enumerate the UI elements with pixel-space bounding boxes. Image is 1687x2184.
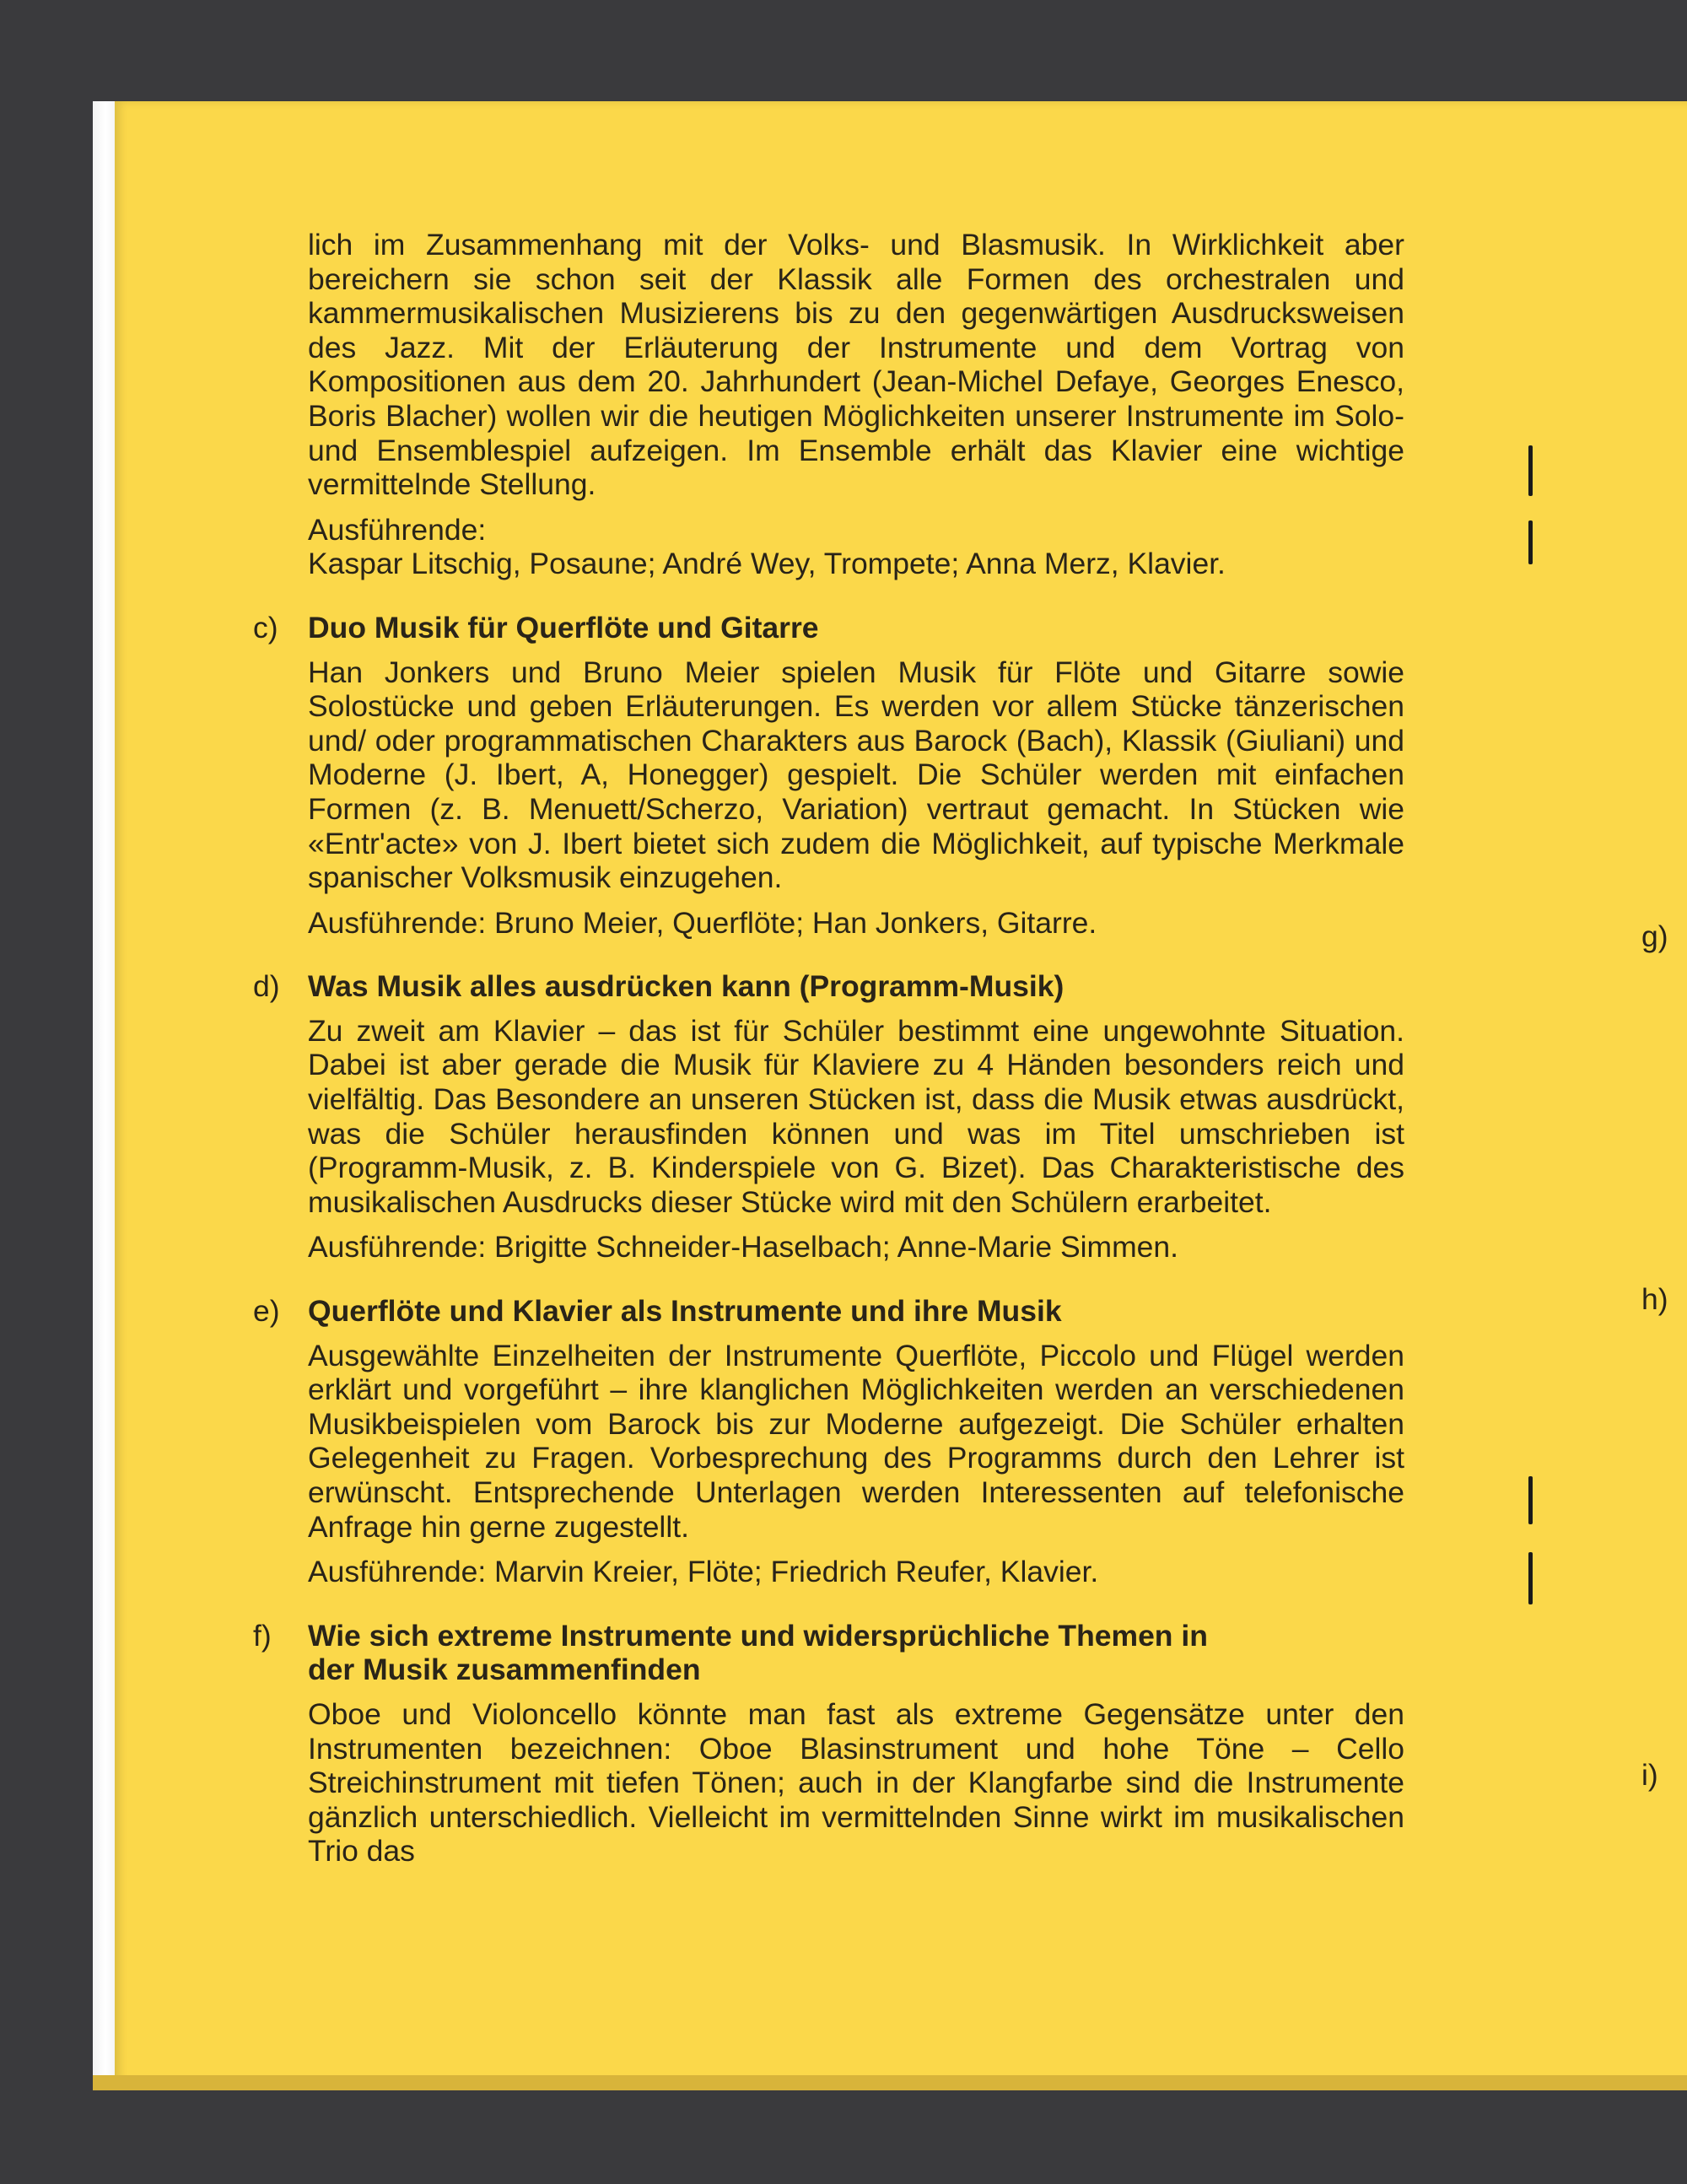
margin-mark: [1528, 1476, 1533, 1524]
page-content: [253, 228, 1404, 1869]
section-performers: Ausführende: Brigitte Schneider-Haselbach; Anne-Marie Simmen.: [308, 1230, 1178, 1265]
facing-page-letter: h): [1641, 1282, 1668, 1316]
section-letter: e): [253, 1294, 280, 1329]
section-e: [253, 1294, 1404, 1589]
section-f: [253, 1618, 1404, 1869]
section-text: Ausgewählte Einzelheiten der Instrumente Querflöte, Piccolo und Flügel werden erklärt und vorgeführt – ihre klanglichen Möglichkeiten werden an verschiedenen Musikbeispielen vom Barock bis zur Moderne aufgezeigt. Die Schüler erhalten Gelegenheit zu Fragen. Vorbesprechung des Programms durch den Lehrer ist erwünscht. Entsprechende Unterlagen werden Interessenten auf telefonische Anfrage hin gerne zugestellt.: [308, 1338, 1404, 1544]
facing-page-letter: i): [1641, 1758, 1658, 1792]
margin-mark: [1528, 520, 1533, 564]
section-d: [253, 969, 1404, 1265]
section-letter: c): [253, 610, 278, 644]
intro-performers-label: Ausführende:: [308, 512, 487, 547]
facing-page-letter: g): [1641, 919, 1668, 953]
section-text: Han Jonkers und Bruno Meier spielen Musik für Flöte und Gitarre sowie Solostücke und geben Erläuterungen. Es werden vor allem Stücke tänzerischen und/ oder programmatischen Charakters aus Barock (Bach), Klassik (Giuliani) und Moderne (J. Ibert, A, Honegger) gespielt. Die Schüler werden mit einfachen Formen (z. B. Menuett/Scherzo, Variation) vertraut gemacht. In Stücken wie «Entr'acte» von J. Ibert bietet sich zudem die Möglichkeit, auf typische Merkmale spanischer Volksmusik einzugehen.: [308, 655, 1404, 895]
section-title: Querflöte und Klavier als Instrumente und ihre Musik: [308, 1294, 1062, 1329]
section-title: Was Musik alles ausdrücken kann (Programm-Musik): [308, 969, 1064, 1004]
margin-mark: [1528, 445, 1533, 496]
section-performers: Ausführende: Bruno Meier, Querflöte; Han Jonkers, Gitarre.: [308, 905, 1097, 940]
section-letter: d): [253, 969, 280, 1004]
section-title: Duo Musik für Querflöte und Gitarre: [308, 610, 819, 644]
section-performers: Ausführende: Marvin Kreier, Flöte; Friedrich Reufer, Klavier.: [308, 1555, 1099, 1589]
section-letter: f): [253, 1618, 272, 1653]
section-text: Oboe und Violoncello könnte man fast als extreme Gegensätze unter den Instrumenten bezeichnen: Oboe Blasinstrument und hohe Töne – Cello Streichinstrument mit tiefen Tönen; auch in der Klangfarbe sind die Instrumente gänzlich unterschiedlich. Vielleicht im vermittelnden Sinne wirkt im musikalischen Trio das: [308, 1696, 1404, 1869]
section-c: [253, 610, 1404, 940]
intro-paragraph: lich im Zusammenhang mit der Volks- und Blasmusik. In Wirklichkeit aber bereichern sie schon seit der Klassik alle Formen des orchestralen und kammermusikalischen Musizierens bis zu den gegenwärtigen Ausdrucksweisen des Jazz. Mit der Erläuterung der Instrumente und dem Vortrag von Kompositionen aus dem 20. Jahrhundert (Jean-Michel Defaye, Georges Enesco, Boris Blacher) wollen wir die heutigen Möglichkeiten unserer Instrumente im Solo- und Ensemblespiel aufzeigen. Im Ensemble erhält das Klavier eine wichtige vermittelnde Stellung.: [308, 228, 1404, 502]
page-bottom-shadow: [93, 2075, 1687, 2090]
section-text: Zu zweit am Klavier – das ist für Schüler bestimmt eine ungewohnte Situation. Dabei ist aber gerade die Musik für Klaviere zu 4 Händen besonders reich und vielfältig. Das Besondere an unseren Stücken ist, dass die Musik etwas ausdrückt, was die Schüler herausfinden können und was im Titel umschrieben ist (Programm-Musik, z. B. Kinderspiele von G. Bizet). Das Charakteristische des musikalischen Ausdrucks dieser Stücke wird mit den Schülern erarbeitet.: [308, 1013, 1404, 1219]
section-title: Wie sich extreme Instrumente und widersprüchliche Themen in der Musik zusammenfinden: [308, 1618, 1208, 1687]
margin-mark: [1528, 1552, 1533, 1604]
intro-performers: Kaspar Litschig, Posaune; André Wey, Trompete; Anna Merz, Klavier.: [308, 547, 1226, 581]
